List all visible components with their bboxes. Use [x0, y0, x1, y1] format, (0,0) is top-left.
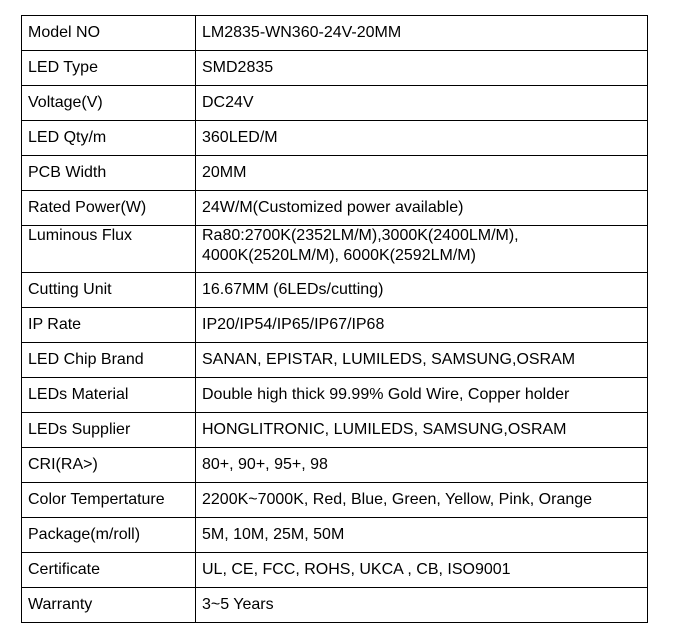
table-row [22, 308, 648, 343]
table-row [22, 51, 648, 86]
table-row [22, 226, 648, 273]
row-label: Cutting Unit [22, 273, 196, 308]
table-row [22, 343, 648, 378]
table-row [22, 16, 648, 51]
table-row [22, 191, 648, 226]
row-value: 16.67MM (6LEDs/cutting) [196, 273, 648, 308]
table-row [22, 588, 648, 623]
row-label: LED Chip Brand [22, 343, 196, 378]
table-row [22, 448, 648, 483]
row-value: 5M, 10M, 25M, 50M [196, 518, 648, 553]
row-label: LED Type [22, 51, 196, 86]
row-value: LM2835-WN360-24V-20MM [196, 16, 648, 51]
row-value: 2200K~7000K, Red, Blue, Green, Yellow, Pink, Orange [196, 483, 648, 518]
table-row [22, 378, 648, 413]
table-row [22, 86, 648, 121]
row-value-line: Ra80:2700K(2352LM/M),3000K(2400LM/M), [202, 227, 519, 244]
table-row [22, 413, 648, 448]
row-label: PCB Width [22, 156, 196, 191]
row-value: 20MM [196, 156, 648, 191]
row-label: LEDs Supplier [22, 413, 196, 448]
row-label: Package(m/roll) [22, 518, 196, 553]
spec-table [21, 15, 648, 623]
table-row [22, 483, 648, 518]
row-label: LEDs Material [22, 378, 196, 413]
row-label: IP Rate [22, 308, 196, 343]
table-row [22, 121, 648, 156]
table-row [22, 553, 648, 588]
row-value: 360LED/M [196, 121, 648, 156]
row-label: Voltage(V) [22, 86, 196, 121]
row-value [196, 226, 648, 273]
row-label: LED Qty/m [22, 121, 196, 156]
row-value: SANAN, EPISTAR, LUMILEDS, SAMSUNG,OSRAM [196, 343, 648, 378]
row-value: 3~5 Years [196, 588, 648, 623]
table-row [22, 518, 648, 553]
row-label: Luminous Flux [22, 226, 196, 273]
row-value: HONGLITRONIC, LUMILEDS, SAMSUNG,OSRAM [196, 413, 648, 448]
table-row [22, 273, 648, 308]
table-row [22, 156, 648, 191]
row-value-line: 4000K(2520LM/M), 6000K(2592LM/M) [202, 247, 476, 264]
row-value: IP20/IP54/IP65/IP67/IP68 [196, 308, 648, 343]
row-label: Model NO [22, 16, 196, 51]
row-value: SMD2835 [196, 51, 648, 86]
row-label: Rated Power(W) [22, 191, 196, 226]
row-value: DC24V [196, 86, 648, 121]
row-value: Double high thick 99.99% Gold Wire, Copper holder [196, 378, 648, 413]
row-value: 80+, 90+, 95+, 98 [196, 448, 648, 483]
row-label: CRI(RA>) [22, 448, 196, 483]
row-label: Warranty [22, 588, 196, 623]
row-label: Color Tempertature [22, 483, 196, 518]
row-value: UL, CE, FCC, ROHS, UKCA , CB, ISO9001 [196, 553, 648, 588]
row-value: 24W/M(Customized power available) [196, 191, 648, 226]
row-label: Certificate [22, 553, 196, 588]
